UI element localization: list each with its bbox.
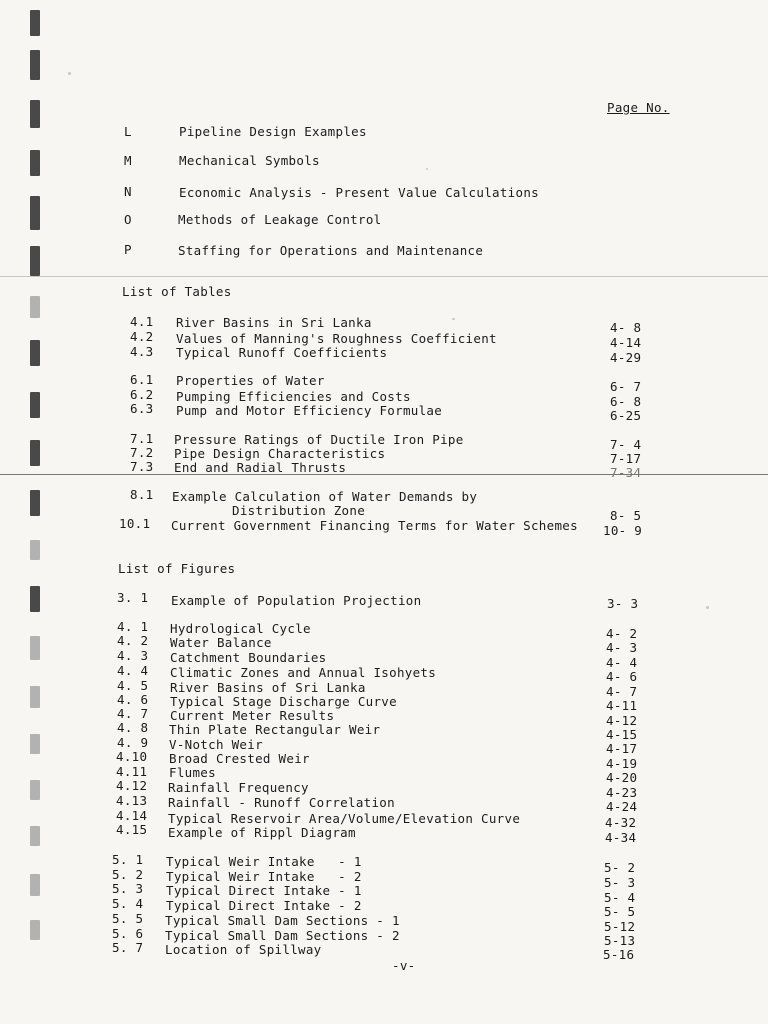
figure-page: 4-15 xyxy=(606,727,638,742)
table-number: 7.3 xyxy=(130,459,154,474)
figure-page: 5- 4 xyxy=(604,890,636,905)
appendix-letter: N xyxy=(124,184,132,199)
figure-title: Catchment Boundaries xyxy=(170,650,327,665)
figure-page: 5- 3 xyxy=(604,875,636,890)
figure-title: Example of Population Projection xyxy=(171,593,422,608)
appendix-title: Economic Analysis - Present Value Calculations xyxy=(179,185,539,200)
figure-number: 5. 2 xyxy=(112,867,144,882)
table-number: 10.1 xyxy=(119,516,151,531)
figure-number: 4. 3 xyxy=(117,648,149,663)
figure-title: Flumes xyxy=(169,765,216,780)
figure-title: River Basins of Sri Lanka xyxy=(170,680,366,695)
figure-title: Typical Weir Intake - 1 xyxy=(166,854,362,869)
figure-page: 5- 5 xyxy=(604,904,636,919)
table-page: 6- 7 xyxy=(610,379,642,394)
figure-number: 5. 7 xyxy=(112,940,144,955)
table-number: 4.1 xyxy=(130,314,154,329)
figure-title: Hydrological Cycle xyxy=(170,621,311,636)
figure-page: 4-11 xyxy=(606,698,638,713)
page-number-footer: -v- xyxy=(392,958,416,973)
figure-page: 4- 2 xyxy=(606,626,638,641)
table-title: Example Calculation of Water Demands by xyxy=(172,489,478,504)
table-title: End and Radial Thrusts xyxy=(174,460,347,475)
table-title: Pumping Efficiencies and Costs xyxy=(176,389,411,404)
table-title: Pipe Design Characteristics xyxy=(174,446,386,461)
table-number: 4.2 xyxy=(130,329,154,344)
figure-page: 5-12 xyxy=(604,919,636,934)
figure-page: 4-34 xyxy=(605,830,637,845)
figure-title: Typical Stage Discharge Curve xyxy=(170,694,397,709)
table-page: 6- 8 xyxy=(610,394,642,409)
figure-title: V-Notch Weir xyxy=(169,737,263,752)
table-title: Typical Runoff Coefficients xyxy=(176,345,388,360)
table-title: Pressure Ratings of Ductile Iron Pipe xyxy=(174,432,464,447)
figure-number: 4.11 xyxy=(116,764,148,779)
figure-number: 4.14 xyxy=(116,808,148,823)
figure-page: 4- 7 xyxy=(606,684,638,699)
figure-title: Broad Crested Weir xyxy=(169,751,310,766)
figure-page: 4-32 xyxy=(605,815,637,830)
figure-title: Current Meter Results xyxy=(170,708,335,723)
appendix-title: Methods of Leakage Control xyxy=(178,212,382,227)
appendix-title: Staffing for Operations and Maintenance xyxy=(178,243,484,258)
table-number: 7.2 xyxy=(130,445,154,460)
table-page: 7- 4 xyxy=(610,437,642,452)
table-page: 7-34 xyxy=(610,465,642,480)
appendix-letter: M xyxy=(124,153,132,168)
figure-page: 4- 3 xyxy=(606,640,638,655)
figure-title: Thin Plate Rectangular Weir xyxy=(169,722,381,737)
figure-title: Rainfall Frequency xyxy=(168,780,309,795)
table-number: 6.2 xyxy=(130,387,154,402)
figure-title: Rainfall - Runoff Correlation xyxy=(168,795,395,810)
figure-number: 5. 3 xyxy=(112,881,144,896)
figure-page: 4-23 xyxy=(606,785,638,800)
table-number: 6.1 xyxy=(130,372,154,387)
figure-page: 5- 2 xyxy=(604,860,636,875)
fold-line xyxy=(0,474,768,475)
figure-page: 4-17 xyxy=(606,741,638,756)
figure-page: 5-16 xyxy=(603,947,635,962)
figure-page: 4- 4 xyxy=(606,655,638,670)
appendix-letter: P xyxy=(124,242,132,257)
table-title: Properties of Water xyxy=(176,373,325,388)
tables-heading: List of Tables xyxy=(122,284,232,299)
figure-number: 4. 1 xyxy=(117,619,149,634)
table-title: Pump and Motor Efficiency Formulae xyxy=(176,403,443,418)
figure-page: 4-24 xyxy=(606,799,638,814)
figure-page: 4- 6 xyxy=(606,669,638,684)
table-number: 4.3 xyxy=(130,344,154,359)
figure-number: 4. 6 xyxy=(117,692,149,707)
figure-page: 4-19 xyxy=(606,756,638,771)
figures-heading: List of Figures xyxy=(118,561,236,576)
figure-title: Typical Small Dam Sections - 1 xyxy=(165,913,400,928)
figure-number: 4. 5 xyxy=(117,678,149,693)
table-page: 6-25 xyxy=(610,408,642,423)
table-page: 4-14 xyxy=(610,335,642,350)
figure-title: Typical Reservoir Area/Volume/Elevation Curve xyxy=(168,811,521,826)
table-title: Values of Manning's Roughness Coefficient xyxy=(176,331,497,346)
figure-number: 4. 2 xyxy=(117,633,149,648)
figure-number: 4. 8 xyxy=(117,720,149,735)
figure-title: Typical Direct Intake - 2 xyxy=(166,898,362,913)
appendix-title: Pipeline Design Examples xyxy=(179,124,367,139)
figure-title: Typical Direct Intake - 1 xyxy=(166,883,362,898)
figure-title: Location of Spillway xyxy=(165,942,322,957)
figure-number: 4.10 xyxy=(116,749,148,764)
figure-page: 4-12 xyxy=(606,713,638,728)
table-page: 7-17 xyxy=(610,451,642,466)
figure-number: 4.15 xyxy=(116,822,148,837)
table-page: 4- 8 xyxy=(610,320,642,335)
fold-line xyxy=(0,276,768,277)
table-page: 10- 9 xyxy=(603,523,643,538)
figure-title: Climatic Zones and Annual Isohyets xyxy=(170,665,437,680)
table-title-continued: Distribution Zone xyxy=(232,503,366,518)
figure-number: 5. 1 xyxy=(112,852,144,867)
figure-page: 5-13 xyxy=(604,933,636,948)
figure-title: Water Balance xyxy=(170,635,272,650)
appendix-letter: L xyxy=(124,124,132,139)
figure-number: 5. 5 xyxy=(112,911,144,926)
figure-number: 3. 1 xyxy=(117,590,149,605)
binding-holes xyxy=(24,0,58,1024)
figure-number: 4. 7 xyxy=(117,706,149,721)
table-page: 8- 5 xyxy=(610,508,642,523)
figure-title: Typical Small Dam Sections - 2 xyxy=(165,928,400,943)
figure-number: 5. 4 xyxy=(112,896,144,911)
figure-page: 3- 3 xyxy=(607,596,639,611)
appendix-title: Mechanical Symbols xyxy=(179,153,320,168)
table-title: River Basins in Sri Lanka xyxy=(176,315,372,330)
figure-title: Example of Rippl Diagram xyxy=(168,825,356,840)
table-title: Current Government Financing Terms for Water Schemes xyxy=(171,518,578,533)
figure-page: 4-20 xyxy=(606,770,638,785)
figure-number: 4.12 xyxy=(116,778,148,793)
figure-number: 4.13 xyxy=(116,793,148,808)
table-page: 4-29 xyxy=(610,350,642,365)
figure-number: 4. 9 xyxy=(117,735,149,750)
page-no-header: Page No. xyxy=(607,100,670,115)
figure-number: 4. 4 xyxy=(117,663,149,678)
table-number: 6.3 xyxy=(130,401,154,416)
table-number: 7.1 xyxy=(130,431,154,446)
table-number: 8.1 xyxy=(130,487,154,502)
appendix-letter: O xyxy=(124,212,132,227)
figure-title: Typical Weir Intake - 2 xyxy=(166,869,362,884)
figure-number: 5. 6 xyxy=(112,926,144,941)
